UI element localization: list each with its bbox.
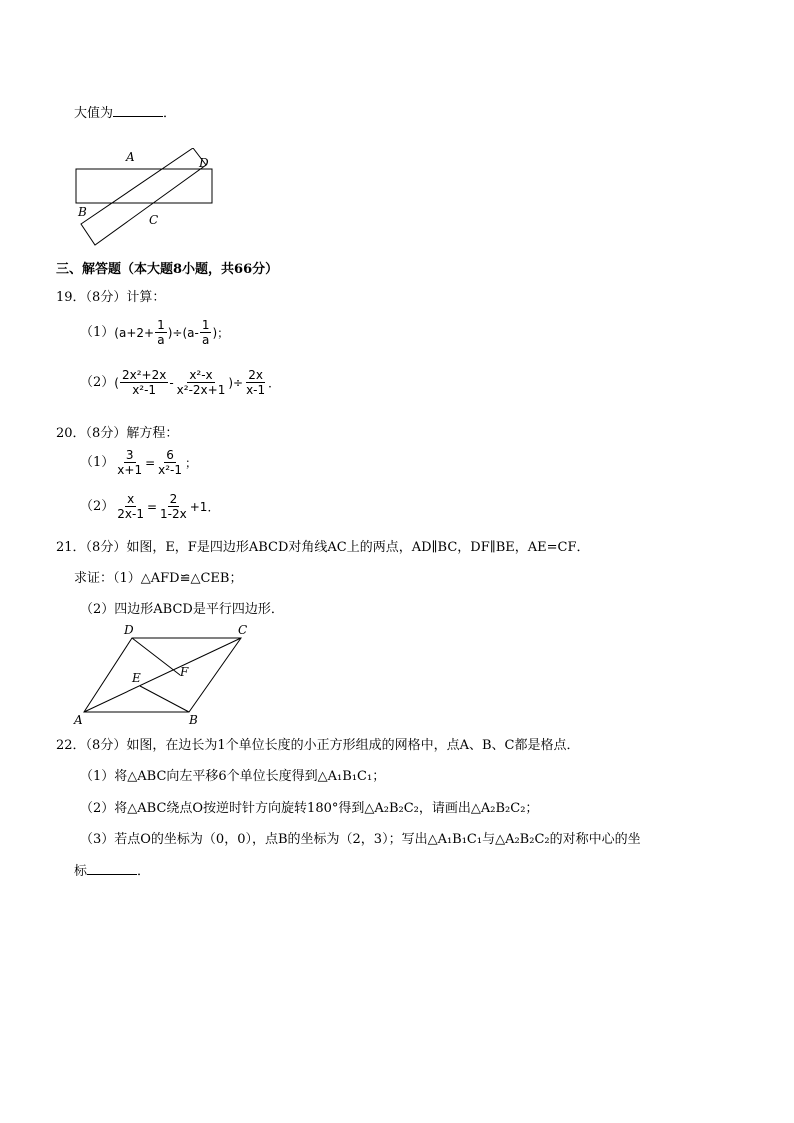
q19-p2-minus: - — [169, 375, 174, 390]
q19-p2-frac3: $\frac{2x}{x-1}$ — [246, 368, 266, 397]
q22-line5-end: ． — [137, 864, 151, 879]
q19-part2 — [80, 368, 280, 397]
q19-head: 19．（8分）计算： — [56, 290, 166, 305]
q21-segment-eb — [140, 686, 189, 712]
q19-p1-expr-c: )； — [212, 325, 230, 340]
q21-line1: 21．（8分）如图，E，F是四边形ABCD对角线AC上的两点，AD∥BC，DF∥BE，AE=CF． — [56, 540, 590, 555]
q21-segment-df — [132, 638, 180, 675]
section-3-title: 三、解答题（本大题8小题，共66分） — [56, 262, 279, 277]
q21-label-e: E — [132, 671, 141, 685]
q20-p1-frac2: $\frac{6}{\text{x²-1}}$ — [158, 448, 183, 477]
q20-p1-eq: = — [145, 455, 156, 470]
q19-p1-frac1: $\frac{1}{a}$ — [157, 318, 165, 347]
q20-p2-eq: = — [146, 499, 158, 514]
q20-head: 20．（8分）解方程： — [56, 426, 179, 441]
q19-p1-expr-a: (a+2+ — [114, 325, 155, 340]
q19-p2-label: （2） — [80, 374, 115, 390]
q22-line5-text: 标 — [74, 864, 88, 879]
q20-p2-frac2: $\frac{2}{1-2x}$ — [160, 492, 187, 521]
q18-label-a: A — [126, 150, 135, 164]
q22-line1: 22．（8分）如图，在边长为1个单位长度的小正方形组成的网格中，点A、B、C都是格点． — [56, 738, 580, 753]
q21-line3: （2）四边形ABCD是平行四边形． — [80, 602, 284, 617]
q20-p1-label: （1） — [80, 454, 115, 470]
q21-label-d: D — [124, 623, 134, 637]
q18-answer-blank[interactable] — [113, 104, 163, 117]
q18-label-b: B — [78, 205, 87, 219]
q19-part1 — [80, 318, 229, 347]
q18-rectangle — [76, 169, 212, 203]
q22-line2: （1）将△ABC向左平移6个单位长度得到△A₁B₁C₁； — [80, 769, 386, 784]
q18-tail-line — [74, 104, 176, 122]
q18-strip — [81, 148, 206, 245]
q21-line2: 求证：（1）△AFD≌△CEB； — [74, 571, 243, 586]
q22-line5 — [74, 862, 150, 880]
q19-p2-frac2: $\frac{\text{x²-x}}{\text{x²-2x+1}}$ — [176, 368, 226, 397]
q20-part1 — [80, 448, 197, 477]
q20-part2 — [80, 492, 219, 521]
q19-p2-open: ( — [114, 375, 119, 390]
q20-p2-frac1: $\frac{x}{2x-1}$ — [117, 492, 144, 521]
q20-p1-end: ； — [185, 455, 198, 470]
q19-p1-label: （1） — [80, 324, 115, 340]
q21-label-b: B — [189, 713, 198, 727]
q22-answer-blank[interactable] — [87, 862, 137, 875]
q19-p1-expr-b: )÷(a- — [167, 325, 199, 340]
q21-label-f: F — [180, 665, 189, 679]
q19-p2-frac1: $\frac{\text{2x²+2x}}{\text{x²-1}}$ — [121, 368, 167, 397]
q18-label-c: C — [149, 213, 159, 227]
q21-label-a: A — [74, 713, 83, 727]
q19-p2-end: ． — [268, 375, 281, 390]
q21-label-c: C — [238, 623, 248, 637]
q18-tail-text: 大值为 — [74, 106, 114, 121]
q22-line3: （2）将△ABC绕点O按逆时针方向旋转180°得到△A₂B₂C₂，请画出△A₂B₂C₂； — [80, 801, 539, 816]
q18-label-d: D — [199, 156, 209, 170]
q20-p1-frac1: $\frac{3}{x+1}$ — [117, 448, 143, 477]
q20-p2-end: +1． — [189, 499, 220, 514]
q22-line4: （3）若点O的坐标为（0，0），点B的坐标为（2，3）；写出△A₁B₁C₁与△A₂B₂C₂的对称中心的坐 — [80, 832, 641, 847]
q18-tail-end: ． — [163, 106, 177, 121]
q18-figure — [70, 148, 220, 248]
q20-p2-label: （2） — [80, 498, 115, 514]
q19-p2-div: )÷ — [228, 375, 244, 390]
q21-figure — [70, 620, 260, 730]
q19-p1-frac2: $\frac{1}{a}$ — [201, 318, 210, 347]
